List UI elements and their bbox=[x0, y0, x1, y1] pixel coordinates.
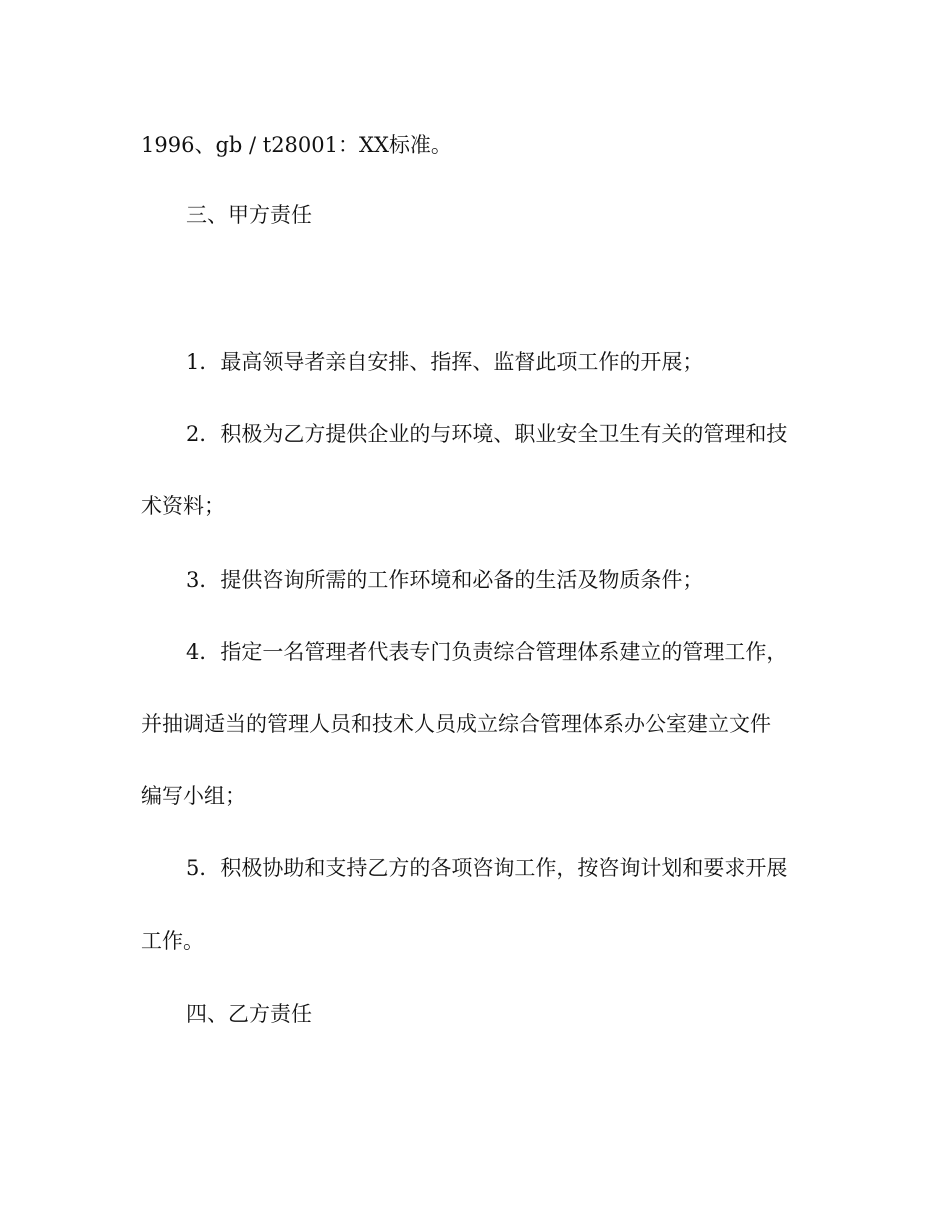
list-item-4: 4．指定一名管理者代表专门负责综合管理体系建立的管理工作， bbox=[186, 640, 788, 664]
list-item-2-continued: 术资料； bbox=[141, 494, 225, 518]
list-item-5: 5．积极协助和支持乙方的各项咨询工作，按咨询计划和要求开展 bbox=[186, 856, 788, 880]
section-heading-party-b: 四、乙方责任 bbox=[186, 1002, 312, 1026]
list-item-3: 3．提供咨询所需的工作环境和必备的生活及物质条件； bbox=[186, 568, 704, 592]
list-item-2: 2．积极为乙方提供企业的与环境、职业安全卫生有关的管理和技 bbox=[186, 422, 788, 446]
list-item-5-continued: 工作。 bbox=[141, 929, 204, 953]
section-heading-party-a: 三、甲方责任 bbox=[186, 203, 312, 227]
list-item-1: 1．最高领导者亲自安排、指挥、监督此项工作的开展； bbox=[186, 350, 704, 374]
list-item-4-continued: 并抽调适当的管理人员和技术人员成立综合管理体系办公室建立文件 bbox=[141, 712, 771, 736]
list-item-4-continued: 编写小组； bbox=[141, 784, 246, 808]
text-line-standard: 1996、gb / t28001：XX标准。 bbox=[141, 133, 452, 157]
